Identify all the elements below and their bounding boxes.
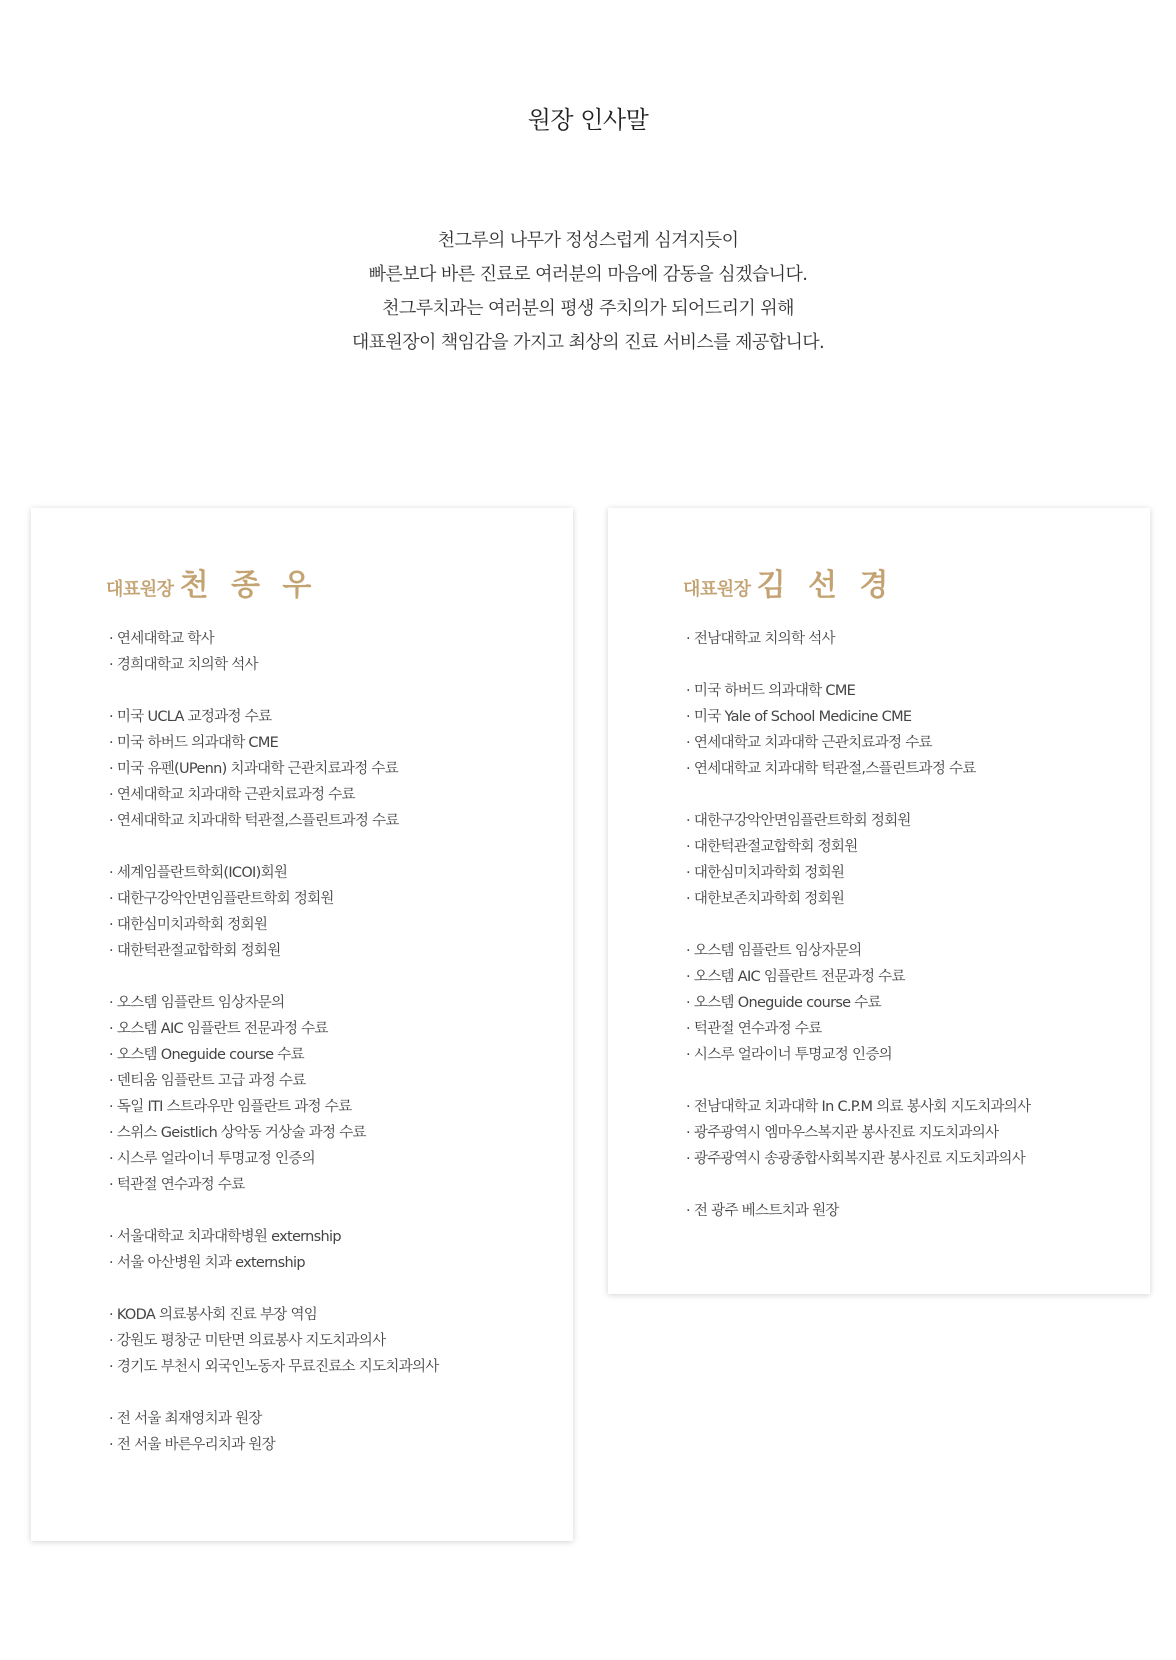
career-item (109, 990, 439, 1016)
bullet-dot: · (109, 1307, 113, 1323)
bullet-dot: · (109, 1411, 113, 1427)
career-group (109, 704, 439, 834)
bullet-dot: · (109, 761, 113, 777)
career-item-text: 전 서울 바른우리치과 원장 (116, 1437, 276, 1453)
career-item-text: 대한보존치과학회 정회원 (693, 891, 845, 907)
bullet-dot: · (109, 995, 113, 1011)
career-item (686, 1120, 1030, 1146)
doctor-card-kim (608, 508, 1150, 1294)
career-item (109, 1016, 439, 1042)
career-item-text: 경기도 부천시 외국인노동자 무료진료소 지도치과의사 (116, 1359, 439, 1375)
career-item-text: 강원도 평창군 미탄면 의료봉사 지도치과의사 (116, 1333, 386, 1349)
bullet-dot: · (109, 1073, 113, 1089)
bullet-dot: · (686, 1021, 690, 1037)
bullet-dot: · (109, 1099, 113, 1115)
doctor-heading (683, 560, 894, 604)
career-item (686, 1198, 1030, 1224)
bullet-dot: · (109, 787, 113, 803)
intro-line: 천그루의 나무가 정성스럽게 심겨지듯이 (437, 230, 739, 251)
career-item (686, 730, 1030, 756)
career-group (686, 808, 1030, 912)
career-item (109, 626, 439, 652)
career-item (686, 990, 1030, 1016)
career-list (686, 626, 1030, 1250)
career-item (109, 912, 439, 938)
career-item-text: 대한심미치과학회 정회원 (116, 917, 268, 933)
bullet-dot: · (686, 761, 690, 777)
career-list (109, 626, 439, 1484)
career-item (686, 1016, 1030, 1042)
career-item-text: 오스템 임플란트 임상자문의 (116, 995, 285, 1011)
career-item-text: 스위스 Geistlich 상악동 거상술 과정 수료 (116, 1125, 366, 1141)
career-item (686, 1146, 1030, 1172)
intro-line: 천그루치과는 여러분의 평생 주치의가 되어드리기 위해 (382, 298, 794, 319)
career-item (109, 1406, 439, 1432)
career-item-text: 대한턱관절교합학회 정회원 (693, 839, 858, 855)
career-item-text: 경희대학교 치의학 석사 (116, 657, 258, 673)
bullet-dot: · (109, 631, 113, 647)
career-item-text: 연세대학교 치과대학 근관치료과정 수료 (693, 735, 932, 751)
career-item (686, 808, 1030, 834)
career-item (109, 652, 439, 678)
career-item-text: 전남대학교 치과대학 In C.P.M 의료 봉사회 지도치과의사 (693, 1099, 1031, 1115)
career-item-text: 오스템 Oneguide course 수료 (116, 1047, 304, 1063)
bullet-dot: · (109, 1359, 113, 1375)
bullet-dot: · (686, 683, 690, 699)
career-item-text: KODA 의료봉사회 진료 부장 역임 (116, 1307, 318, 1323)
career-item (109, 1120, 439, 1146)
career-item-text: 미국 UCLA 교정과정 수료 (116, 709, 272, 725)
career-item (109, 730, 439, 756)
bullet-dot: · (109, 1177, 113, 1193)
career-group (109, 1224, 439, 1276)
career-item (686, 704, 1030, 730)
bullet-dot: · (686, 631, 690, 647)
career-item-text: 오스템 임플란트 임상자문의 (693, 943, 862, 959)
career-item-text: 턱관절 연수과정 수료 (116, 1177, 245, 1193)
career-item (686, 938, 1030, 964)
career-group (109, 1406, 439, 1458)
career-item (109, 860, 439, 886)
career-group (109, 1302, 439, 1380)
career-item-text: 서울대학교 치과대학병원 externship (116, 1229, 341, 1245)
career-item-text: 세계임플란트학회(ICOI)회원 (116, 865, 288, 881)
intro-message (0, 224, 1176, 360)
career-group (686, 1198, 1030, 1224)
bullet-dot: · (686, 891, 690, 907)
bullet-dot: · (109, 1125, 113, 1141)
career-item (109, 1146, 439, 1172)
career-group (686, 938, 1030, 1068)
career-item (686, 756, 1030, 782)
bullet-dot: · (109, 709, 113, 725)
career-item-text: 대한턱관절교합학회 정회원 (116, 943, 281, 959)
career-item-text: 전남대학교 치의학 석사 (693, 631, 835, 647)
career-item (686, 860, 1030, 886)
career-item (109, 756, 439, 782)
career-item (686, 834, 1030, 860)
intro-line: 대표원장이 책임감을 가지고 최상의 진료 서비스를 제공합니다. (351, 332, 825, 353)
bullet-dot: · (109, 1437, 113, 1453)
career-item (109, 1354, 439, 1380)
career-item (109, 1328, 439, 1354)
bullet-dot: · (109, 1151, 113, 1167)
career-item-text: 미국 하버드 의과대학 CME (116, 735, 279, 751)
career-group (109, 860, 439, 964)
page-title: 원장 인사말 (527, 106, 649, 134)
bullet-dot: · (109, 865, 113, 881)
career-item-text: 전 서울 최재영치과 원장 (116, 1411, 262, 1427)
doctor-name: 김 선 경 (756, 568, 895, 603)
bullet-dot: · (686, 865, 690, 881)
career-item-text: 대한구강악안면임플란트학회 정회원 (116, 891, 334, 907)
doctor-name: 천 종 우 (179, 568, 318, 603)
career-item (109, 1172, 439, 1198)
career-item (109, 1068, 439, 1094)
career-item (109, 1224, 439, 1250)
career-item (109, 782, 439, 808)
career-item-text: 미국 Yale of School Medicine CME (693, 709, 912, 725)
career-item-text: 시스루 얼라이너 투명교정 인증의 (693, 1047, 892, 1063)
bullet-dot: · (686, 1125, 690, 1141)
bullet-dot: · (109, 917, 113, 933)
bullet-dot: · (686, 969, 690, 985)
career-item-text: 오스템 Oneguide course 수료 (693, 995, 881, 1011)
career-item (686, 886, 1030, 912)
bullet-dot: · (686, 1203, 690, 1219)
career-item-text: 턱관절 연수과정 수료 (693, 1021, 822, 1037)
career-item-text: 덴티움 임플란트 고급 과정 수료 (116, 1073, 306, 1089)
career-group (109, 626, 439, 678)
doctor-role: 대표원장 (106, 579, 174, 600)
bullet-dot: · (109, 1229, 113, 1245)
career-item (109, 808, 439, 834)
bullet-dot: · (109, 1333, 113, 1349)
career-item-text: 광주광역시 송광종합사회복지관 봉사진료 지도치과의사 (693, 1151, 1026, 1167)
career-item (109, 704, 439, 730)
bullet-dot: · (686, 1047, 690, 1063)
career-item (109, 938, 439, 964)
career-item (686, 964, 1030, 990)
career-item (686, 1042, 1030, 1068)
career-group (686, 678, 1030, 782)
career-item (109, 1094, 439, 1120)
bullet-dot: · (686, 813, 690, 829)
bullet-dot: · (686, 1151, 690, 1167)
intro-line: 빠른보다 바른 진료로 여러분의 마음에 감동을 심겠습니다. (368, 264, 808, 285)
career-item (686, 1094, 1030, 1120)
career-item (109, 1250, 439, 1276)
career-item (109, 1042, 439, 1068)
bullet-dot: · (109, 657, 113, 673)
bullet-dot: · (109, 735, 113, 751)
career-item-text: 연세대학교 학사 (116, 631, 214, 647)
career-item-text: 시스루 얼라이너 투명교정 인증의 (116, 1151, 315, 1167)
career-item-text: 서울 아산병원 치과 externship (116, 1255, 305, 1271)
career-item (686, 626, 1030, 652)
career-group (686, 626, 1030, 652)
career-item (109, 1432, 439, 1458)
bullet-dot: · (686, 995, 690, 1011)
career-item-text: 연세대학교 치과대학 턱관절,스플린트과정 수료 (116, 813, 399, 829)
bullet-dot: · (686, 943, 690, 959)
career-item-text: 대한심미치과학회 정회원 (693, 865, 845, 881)
career-item-text: 전 광주 베스트치과 원장 (693, 1203, 839, 1219)
doctor-card-cheon (31, 508, 573, 1541)
bullet-dot: · (109, 1255, 113, 1271)
bullet-dot: · (686, 839, 690, 855)
career-group (686, 1094, 1030, 1172)
bullet-dot: · (686, 735, 690, 751)
career-item-text: 연세대학교 치과대학 턱관절,스플린트과정 수료 (693, 761, 976, 777)
bullet-dot: · (109, 943, 113, 959)
career-item-text: 연세대학교 치과대학 근관치료과정 수료 (116, 787, 355, 803)
bullet-dot: · (109, 1021, 113, 1037)
career-item-text: 독일 ITI 스트라우만 임플란트 과정 수료 (116, 1099, 352, 1115)
doctor-heading (106, 560, 317, 604)
career-item-text: 오스템 AIC 임플란트 전문과정 수료 (693, 969, 905, 985)
bullet-dot: · (109, 1047, 113, 1063)
bullet-dot: · (686, 709, 690, 725)
career-item (109, 886, 439, 912)
career-group (109, 990, 439, 1198)
career-item-text: 대한구강악안면임플란트학회 정회원 (693, 813, 911, 829)
career-item (109, 1302, 439, 1328)
career-item-text: 광주광역시 엠마우스복지관 봉사진료 지도치과의사 (693, 1125, 999, 1141)
career-item-text: 미국 하버드 의과대학 CME (693, 683, 856, 699)
career-item-text: 오스템 AIC 임플란트 전문과정 수료 (116, 1021, 328, 1037)
career-item (686, 678, 1030, 704)
bullet-dot: · (686, 1099, 690, 1115)
bullet-dot: · (109, 891, 113, 907)
career-item-text: 미국 유펜(UPenn) 치과대학 근관치료과정 수료 (116, 761, 399, 777)
bullet-dot: · (109, 813, 113, 829)
doctor-role: 대표원장 (683, 579, 751, 600)
